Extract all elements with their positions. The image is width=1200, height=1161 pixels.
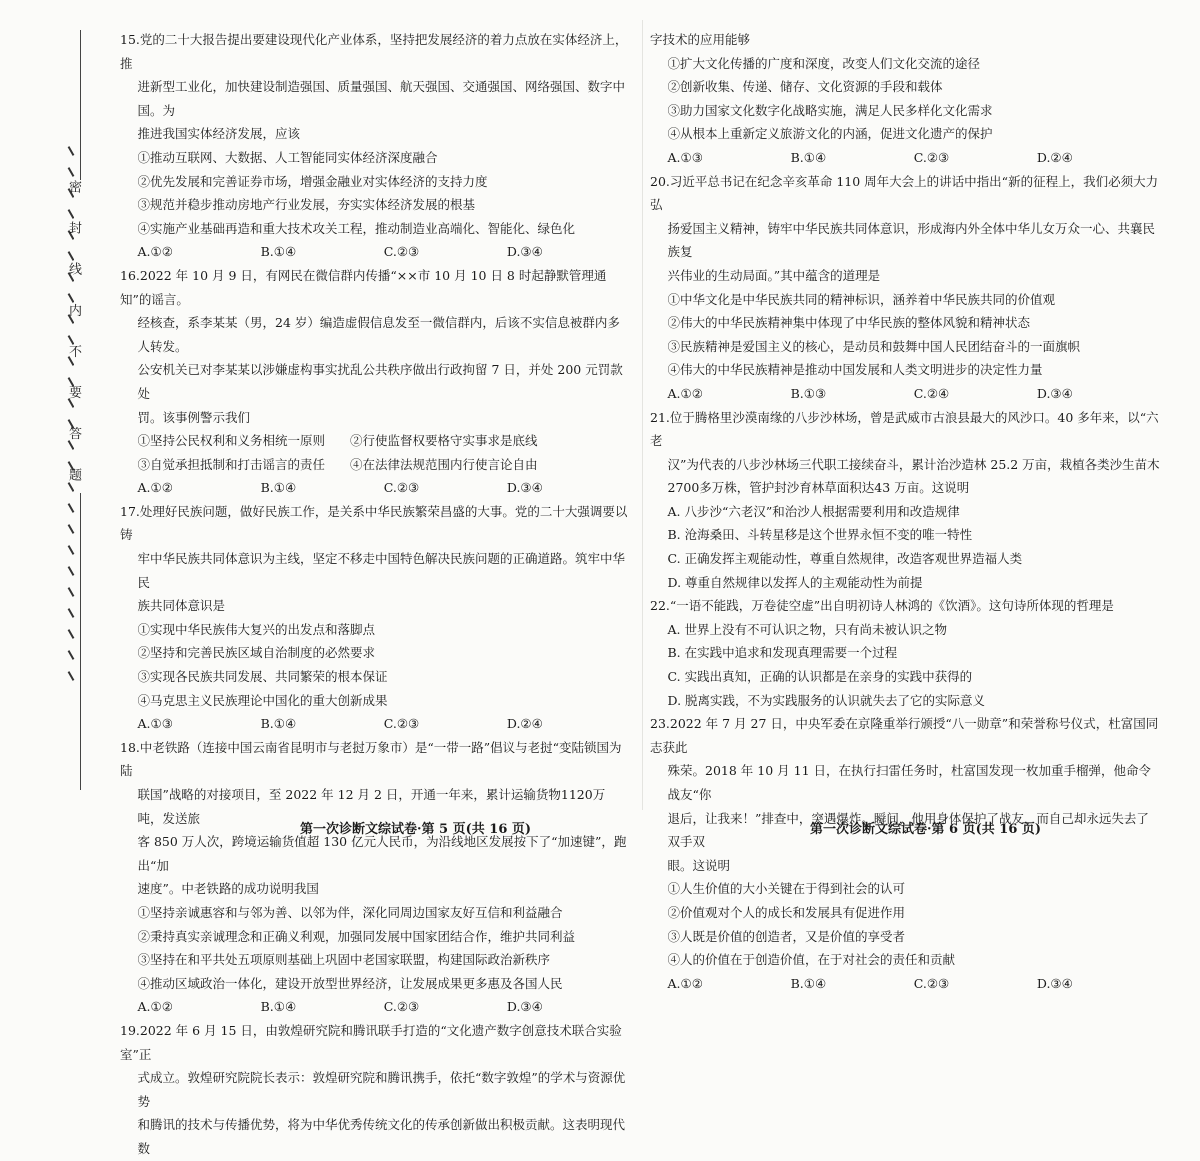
question-option: B. 在实践中追求和发现真理需要一个过程 bbox=[667, 645, 898, 661]
question-block bbox=[650, 28, 1160, 170]
question-stem-line: 18.中老铁路（连接中国云南省昆明市与老挝万象市）是“一带一路”倡议与老挝“变陆锁国为陆 bbox=[120, 739, 622, 779]
question-option: ④马克思主义民族理论中国化的重大创新成果 bbox=[137, 692, 388, 708]
question-stem-line: 和腾讯的技术与传播优势，将为中华优秀传统文化的传承创新做出积极贡献。这表明现代数 bbox=[137, 1117, 626, 1156]
question-option: D. 脱离实践，不为实践服务的认识就失去了它的实际意义 bbox=[667, 692, 986, 708]
answer-choice: B.①④ bbox=[260, 716, 297, 732]
question-option: ③助力国家文化数字化战略实施，满足人民多样化文化需求 bbox=[667, 102, 993, 118]
answer-choice: A.①② bbox=[667, 385, 703, 401]
answer-choice: A.①③ bbox=[137, 716, 173, 732]
answer-choice: B.①④ bbox=[260, 244, 297, 260]
question-stem-line: 推进我国实体经济发展，应该 bbox=[137, 126, 301, 142]
question-stem-line: 罚。该事例警示我们 bbox=[137, 409, 251, 425]
answer-choice: D.③④ bbox=[506, 244, 543, 260]
answer-choice: B.①④ bbox=[260, 480, 297, 496]
question-stem-line: 17.处理好民族问题，做好民族工作，是关系中华民族繁荣昌盛的大事。党的二十大强调要以铸 bbox=[120, 503, 628, 543]
answer-choice: C.②③ bbox=[383, 244, 420, 260]
answer-choices bbox=[120, 476, 630, 500]
question-option: B. 沧海桑田、斗转星移是这个世界永恒不变的唯一特性 bbox=[667, 527, 973, 543]
question-option: ①人生价值的大小关键在于得到社会的认可 bbox=[667, 881, 906, 897]
question-option: D. 尊重自然规律以发挥人的主观能动性为前提 bbox=[667, 574, 923, 590]
question-option: ①实现中华民族伟大复兴的出发点和落脚点 bbox=[137, 621, 376, 637]
binding-tick bbox=[68, 167, 75, 177]
binding-tick bbox=[68, 566, 75, 576]
question-option: ④伟大的中华民族精神是推动中国发展和人类文明进步的决定性力量 bbox=[667, 362, 1043, 378]
question-stem-line: 19.2022 年 6 月 15 日，由敦煌研究院和腾讯联手打造的“文化遗产数字创意技术联合实验室”正 bbox=[120, 1022, 622, 1062]
answer-choice: B.①④ bbox=[790, 975, 827, 991]
question-option: ①坚持亲诚惠容和与邻为善、以邻为伴，深化同周边国家友好互信和利益融合 bbox=[137, 904, 563, 920]
question-stem-line: 15.党的二十大报告提出要建设现代化产业体系，坚持把发展经济的着力点放在实体经济上，推 bbox=[120, 32, 628, 71]
question-stem-line: 速度”。中老铁路的成功说明我国 bbox=[137, 881, 319, 897]
answer-choice: A.①② bbox=[137, 480, 173, 496]
answer-choice: D.③④ bbox=[1036, 975, 1073, 991]
question-stem-line: 族共同体意识是 bbox=[137, 598, 226, 614]
question-option: ④实施产业基础再造和重大技术攻关工程，推动制造业高端化、智能化、绿色化 bbox=[137, 220, 576, 236]
answer-choice: C.②④ bbox=[913, 385, 950, 401]
question-stem-line: 进新型工业化，加快建设制造强国、质量强国、航天强国、交通强国、网络强国、数字中国。为 bbox=[137, 79, 626, 118]
question-stem-line: 20.习近平总书记在纪念辛亥革命 110 周年大会上的讲话中指出“新的征程上，我们必须大力弘 bbox=[650, 173, 1159, 213]
question-block bbox=[120, 1019, 630, 1161]
question-stem-line: 兴伟业的生动局面。”其中蕴含的道理是 bbox=[667, 267, 881, 283]
answer-choice: D.②④ bbox=[1036, 149, 1073, 165]
answer-choice: B.①④ bbox=[790, 149, 827, 165]
question-option: C. 正确发挥主观能动性，尊重自然规律，改造客观世界造福人类 bbox=[667, 551, 1023, 567]
question-stem-line: 经核查，系李某某（男，24 岁）编造虚假信息发至一微信群内，后该不实信息被群内多人转发。 bbox=[137, 315, 620, 354]
page-divider bbox=[642, 20, 643, 810]
answer-choice: C.②③ bbox=[913, 975, 950, 991]
question-option: ①坚持公民权利和义务相统一原则 ②行使监督权要格守实事求是底线 bbox=[137, 433, 538, 449]
question-stem-line: 殊荣。2018 年 10 月 11 日，在执行扫雷任务时，杜富国发现一枚加重手榴弹，他命令战友“你 bbox=[667, 763, 1151, 802]
binding-tick bbox=[68, 146, 75, 156]
page-6-footer: 第一次诊断文综试卷·第 6 页(共 16 页) bbox=[810, 822, 1042, 837]
binding-tick bbox=[68, 503, 75, 513]
binding-tick bbox=[68, 650, 75, 660]
question-option: ③人既是价值的创造者，又是价值的享受者 bbox=[667, 928, 906, 944]
binding-tick bbox=[68, 524, 75, 534]
question-block bbox=[650, 712, 1160, 995]
question-stem-line: 22.“一语不能践，万卷徒空虚”出自明初诗人林鸿的《饮酒》。这句诗所体现的哲理是 bbox=[650, 598, 1114, 614]
question-option: ④推动区域政治一体化，建设开放型世界经济，让发展成果更多惠及各国人民 bbox=[137, 975, 563, 991]
answer-choice: D.③④ bbox=[506, 999, 543, 1015]
binding-tick bbox=[68, 629, 75, 639]
answer-choice: C.②③ bbox=[383, 999, 420, 1015]
binding-tick bbox=[68, 608, 75, 618]
question-option: ③坚持在和平共处五项原则基础上巩固中老国家联盟，构建国际政治新秩序 bbox=[137, 952, 551, 968]
question-option: ③自觉承担抵制和打击谣言的责任 ④在法律法规范围内行使言论自由 bbox=[137, 456, 538, 472]
question-block bbox=[650, 406, 1160, 595]
question-option: ④从根本上重新定义旅游文化的内涵，促进文化遗产的保护 bbox=[667, 126, 993, 142]
question-option: ②伟大的中华民族精神集中体现了中华民族的整体风貌和精神状态 bbox=[667, 315, 1031, 331]
answer-choice: A.①③ bbox=[667, 149, 703, 165]
answer-choice: D.③④ bbox=[506, 480, 543, 496]
question-stem-line: 公安机关已对李某某以涉嫌虚构事实扰乱公共秩序做出行政拘留 7 日，并处 200 元罚款处 bbox=[137, 362, 623, 401]
question-option: ①推动互联网、大数据、人工智能同实体经济深度融合 bbox=[137, 149, 438, 165]
answer-choices bbox=[650, 382, 1160, 406]
question-stem-line: 扬爱国主义精神，铸牢中华民族共同体意识，形成海内外全体中华儿女万众一心、共襄民族复 bbox=[667, 220, 1156, 260]
answer-choice: C.②③ bbox=[383, 480, 420, 496]
question-stem-line: 字技术的应用能够 bbox=[650, 32, 751, 47]
question-option: ④人的价值在于创造价值，在于对社会的责任和贡献 bbox=[667, 952, 956, 968]
question-option: ①扩大文化传播的广度和深度，改变人们文化交流的途径 bbox=[667, 55, 981, 71]
answer-choice: A.①② bbox=[137, 999, 173, 1015]
answer-choice: A.①② bbox=[137, 244, 173, 260]
answer-choice: C.②③ bbox=[383, 716, 420, 732]
question-stem-line: 2700多万株，管护封沙育林草面积达43 万亩。这说明 bbox=[667, 480, 970, 496]
binding-tick bbox=[68, 671, 75, 681]
question-stem-line: 16.2022 年 10 月 9 日，有网民在微信群内传播“××市 10 月 10 日 8 时起静默管理通知”的谣言。 bbox=[120, 267, 607, 307]
answer-choice: A.①② bbox=[667, 975, 703, 991]
question-option: ③实现各民族共同发展、共同繁荣的根本保证 bbox=[137, 669, 388, 685]
question-block bbox=[120, 500, 630, 736]
question-stem-line: 退后，让我来！”排查中，突遇爆炸。瞬间，他用身体保护了战友，而自己却永远失去了双手双 bbox=[667, 810, 1149, 850]
question-stem-line: 汉”为代表的八步沙林场三代职工接续奋斗，累计治沙造林 25.2 万亩，栽植各类沙生苗木 bbox=[667, 456, 1160, 472]
question-option: ②秉持真实亲诚理念和正确义利观，加强同发展中国家团结合作，维护共同利益 bbox=[137, 928, 576, 944]
binding-tick bbox=[68, 587, 75, 597]
question-block bbox=[120, 264, 630, 500]
question-stem-line: 23.2022 年 7 月 27 日，中央军委在京隆重举行颁授“八一勋章”和荣誉称号仪式，杜富国同志获此 bbox=[650, 716, 1159, 755]
question-option: A. 世界上没有不可认识之物，只有尚未被认识之物 bbox=[667, 621, 947, 637]
question-option: ③规范并稳步推动房地产行业发展，夯实实体经济发展的根基 bbox=[137, 197, 476, 213]
question-block bbox=[650, 170, 1160, 406]
answer-choice: B.①③ bbox=[790, 385, 827, 401]
answer-choice: C.②③ bbox=[913, 149, 950, 165]
question-stem-line: 客 850 万人次，跨境运输货值超 130 亿元人民币，为沿线地区发展按下了“加速键”，跑出“加 bbox=[137, 834, 627, 873]
question-block bbox=[120, 736, 630, 1019]
question-option: ①中华文化是中华民族共同的精神标识，涵养着中华民族共同的价值观 bbox=[667, 291, 1056, 307]
question-option: ②优先发展和完善证券市场，增强金融业对实体经济的支持力度 bbox=[137, 173, 488, 189]
binding-tick bbox=[68, 545, 75, 555]
question-block bbox=[120, 28, 630, 264]
binding-margin bbox=[60, 30, 100, 790]
page-5-footer: 第一次诊断文综试卷·第 5 页(共 16 页) bbox=[300, 822, 532, 837]
question-stem-line: 联国”战略的对接项目，至 2022 年 12 月 2 日，开通一年来，累计运输货物1120万吨，发送旅 bbox=[137, 787, 606, 826]
question-block bbox=[650, 594, 1160, 712]
question-option: C. 实践出真知，正确的认识都是在亲身的实践中获得的 bbox=[667, 669, 973, 685]
answer-choice: D.③④ bbox=[1036, 385, 1073, 401]
question-stem-line: 牢中华民族共同体意识为主线，坚定不移走中国特色解决民族问题的正确道路。筑牢中华民 bbox=[137, 551, 626, 590]
question-option: ②坚持和完善民族区域自治制度的必然要求 bbox=[137, 645, 376, 661]
question-stem-line: 21.位于腾格里沙漠南缘的八步沙林场，曾是武威市古浪县最大的风沙口。40 多年来，以“六老 bbox=[650, 409, 1159, 449]
answer-choices bbox=[120, 240, 630, 264]
answer-choice: B.①④ bbox=[260, 999, 297, 1015]
binding-notice: 密 封 线 内 不 要 答 题 bbox=[74, 180, 88, 493]
answer-choices bbox=[120, 995, 630, 1019]
answer-choices bbox=[120, 712, 630, 736]
question-stem-line: 式成立。敦煌研究院院长表示：敦煌研究院和腾讯携手，依托“数字敦煌”的学术与资源优势 bbox=[137, 1070, 626, 1109]
question-stem-line: 眼。这说明 bbox=[667, 857, 731, 873]
question-option: ③民族精神是爱国主义的核心，是动员和鼓舞中国人民团结奋斗的一面旗帜 bbox=[667, 338, 1081, 354]
question-option: ②创新收集、传递、储存、文化资源的手段和载体 bbox=[667, 79, 943, 95]
page-6-column bbox=[650, 28, 1160, 995]
question-option: A. 八步沙“六老汉”和治沙人根据需要利用和改造规律 bbox=[667, 503, 960, 519]
answer-choice: D.②④ bbox=[506, 716, 543, 732]
question-option: ②价值观对个人的成长和发展具有促进作用 bbox=[667, 904, 906, 920]
answer-choices bbox=[650, 972, 1160, 996]
page-5-column bbox=[120, 28, 630, 1161]
answer-choices bbox=[650, 146, 1160, 170]
